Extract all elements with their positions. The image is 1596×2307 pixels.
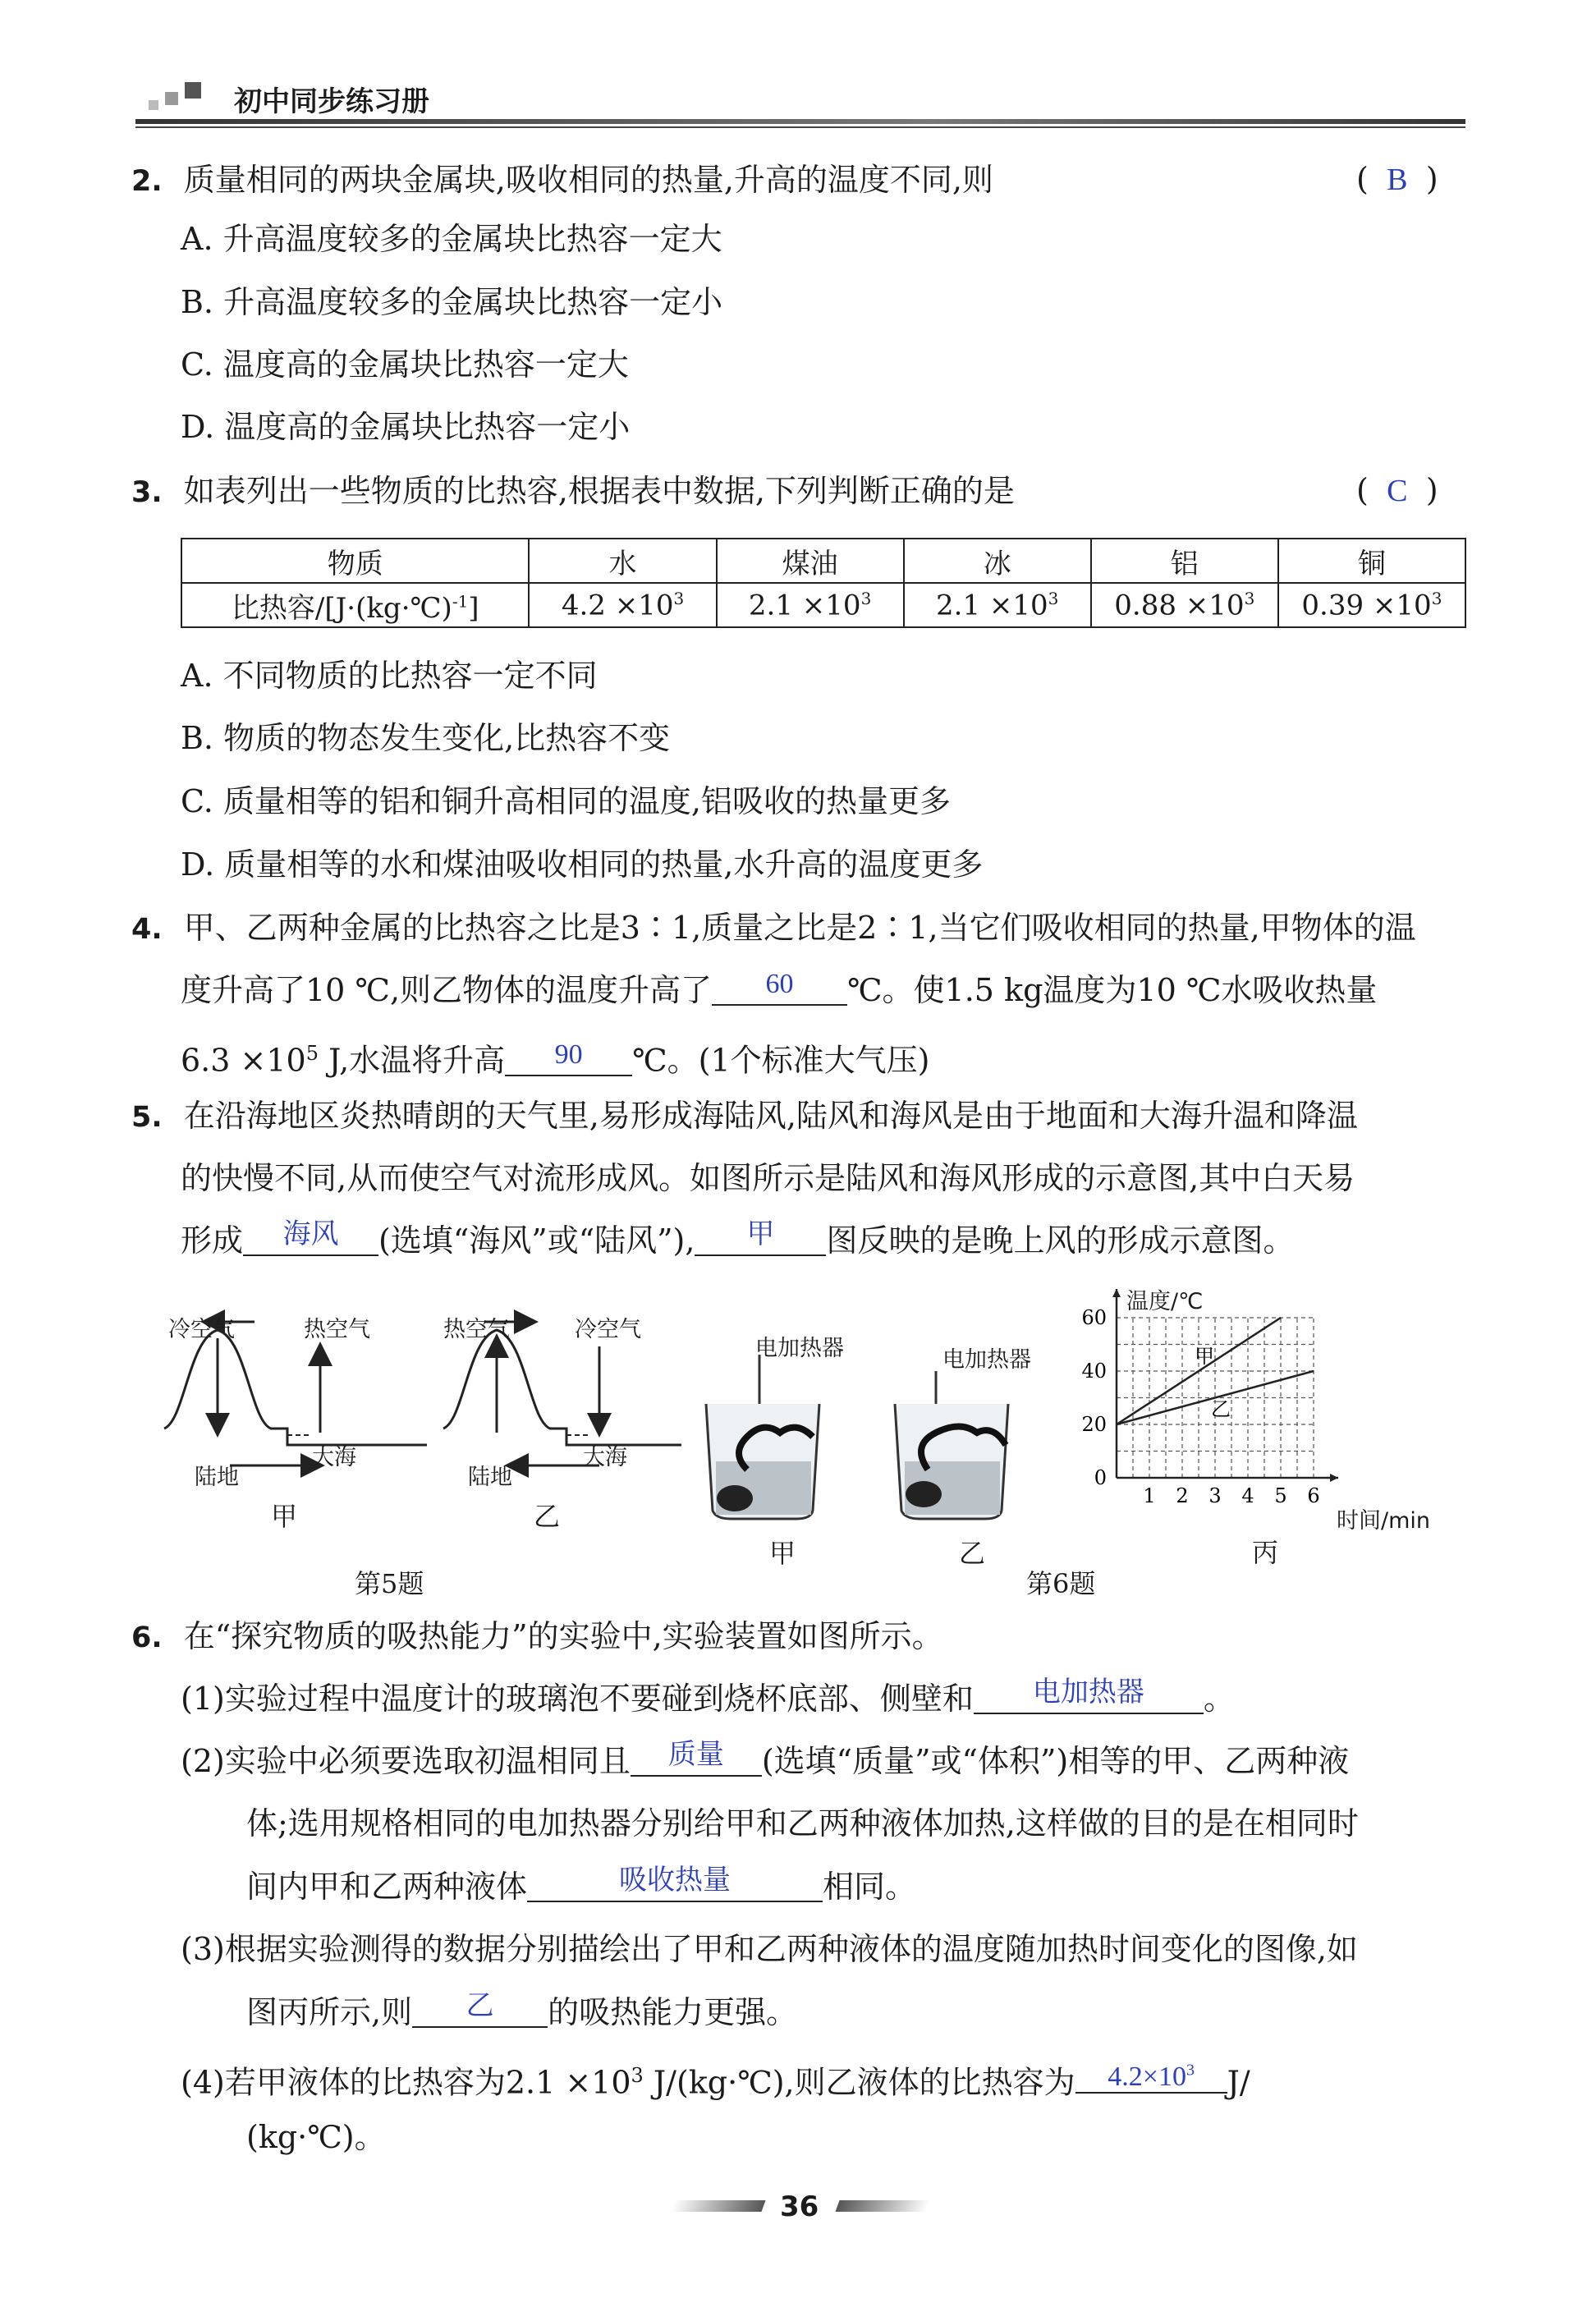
question-text: 图丙所示,则: [246, 1994, 413, 2030]
answer-blank: [505, 1039, 632, 1076]
header-title: 初中同步练习册: [234, 85, 429, 118]
table-cell: 铝: [1091, 539, 1278, 583]
chart-ylabel: 温度/℃: [1126, 1289, 1204, 1314]
option-d: D. 温度高的金属块比热容一定小: [181, 409, 631, 445]
x-tick-label: 4: [1241, 1484, 1254, 1507]
question-number: 2.: [131, 165, 163, 198]
answer-blank: [527, 1865, 823, 1902]
y-tick-label: 40: [1081, 1360, 1107, 1383]
temperature-chart: [1067, 1289, 1346, 1527]
option-a: A. 不同物质的比热容一定不同: [181, 658, 598, 694]
question-text: 6.3 ×10: [181, 1042, 306, 1079]
question-text: J/: [1227, 2064, 1250, 2101]
answer-blank: [1075, 2059, 1227, 2094]
answer-parens: ( C ): [1356, 472, 1438, 508]
figure-caption: 第5题: [355, 1568, 424, 1599]
question-text: 。: [1203, 1681, 1235, 1717]
question-text: 体;选用规格相同的电加热器分别给甲和乙两种液体加热,这样做的目的是在相同时: [246, 1805, 1359, 1841]
table-cell: $0.39 \times 10^3$: [1278, 583, 1465, 627]
question-stem: 在“探究物质的吸热能力”的实验中,实验装置如图所示。: [183, 1618, 943, 1654]
x-tick-label: 2: [1176, 1484, 1189, 1507]
answer-text: 60: [765, 969, 794, 999]
answer-text: 电加热器: [1032, 1677, 1144, 1708]
x-tick-label: 6: [1307, 1484, 1320, 1507]
y-tick-label: 60: [1081, 1306, 1107, 1329]
option-d: D. 质量相等的水和煤油吸收相同的热量,水升高的温度更多: [181, 846, 984, 883]
answer-text: 吸收热量: [619, 1865, 732, 1896]
beaker-b: [895, 1371, 1008, 1519]
question-text: (4)若甲液体的比热容为2.1 ×10: [181, 2064, 631, 2101]
question-number: 5.: [131, 1101, 163, 1134]
header-rule: [135, 119, 1465, 124]
answer-choice: B: [1387, 163, 1408, 197]
option-b: B. 升高温度较多的金属块比热容一定小: [181, 284, 723, 320]
table-cell: $0.88 \times 10^3$: [1091, 583, 1278, 627]
option-c: C. 温度高的金属块比热容一定大: [181, 346, 629, 383]
caption-b: 乙: [534, 1501, 561, 1532]
answer-text: 质量: [667, 1740, 724, 1770]
question-text: (1)实验过程中温度计的玻璃泡不要碰到烧杯底部、侧壁和: [181, 1681, 974, 1717]
table-cell: $4.2 \times 10^3$: [529, 583, 716, 627]
label-heater-b: 电加热器: [942, 1347, 1031, 1373]
specific-heat-table: [181, 538, 1466, 628]
answer-text: 甲: [746, 1219, 775, 1250]
answer-text: 乙: [466, 1991, 494, 2021]
question-number: 3.: [131, 476, 163, 509]
question-text: ℃。(1个标准大气压): [632, 1042, 930, 1079]
question-text: (kg·℃)。: [246, 2119, 386, 2155]
answer-parens: ( B ): [1356, 161, 1438, 197]
table-cell: 铜: [1278, 539, 1465, 583]
x-tick-label: 3: [1208, 1484, 1222, 1507]
footer-decor-right: [835, 2200, 929, 2212]
question-text: 的吸热能力更强。: [548, 1994, 798, 2030]
question-stem: 如表列出一些物质的比热容,根据表中数据,下列判断正确的是: [183, 473, 1015, 509]
table-cell: 物质: [181, 539, 529, 583]
question-text: (选填“海风”或“陆风”),: [378, 1222, 695, 1259]
diagram-b: [443, 1322, 681, 1465]
label-hot-air: 热空气: [304, 1317, 370, 1342]
answer-blank: [243, 1219, 378, 1256]
table-cell: 冰: [904, 539, 1091, 583]
answer-blank: [712, 971, 847, 1006]
question-text: 相同。: [823, 1869, 917, 1905]
question-text: ℃。使1.5 kg温度为10 ℃水吸收热量: [847, 972, 1378, 1008]
option-a: A. 升高温度较多的金属块比热容一定大: [181, 221, 722, 257]
table-row: [181, 583, 1465, 627]
label-land: 陆地: [468, 1465, 512, 1490]
question-text: (3)根据实验测得的数据分别描绘出了甲和乙两种液体的温度随加热时间变化的图像,如: [181, 1931, 1358, 1967]
series-label: 乙: [1211, 1397, 1231, 1421]
label-sea: 大海: [583, 1445, 627, 1470]
beaker-a: [706, 1355, 819, 1519]
question-text: (选填“质量”或“体积”)相等的甲、乙两种液: [761, 1743, 1350, 1779]
chart-xlabel: 时间/min: [1337, 1508, 1431, 1534]
y-tick-label: 20: [1081, 1413, 1107, 1436]
answer-blank: [974, 1677, 1204, 1714]
caption-a: 甲: [769, 1538, 796, 1569]
label-sea: 大海: [312, 1445, 356, 1470]
footer-decor-left: [671, 2200, 765, 2212]
label-heater-a: 电加热器: [755, 1336, 844, 1361]
answer-text: 海风: [282, 1219, 339, 1250]
question-text: 形成: [181, 1222, 244, 1259]
question-text: 图反映的是晚上风的形成示意图。: [826, 1222, 1295, 1259]
answer-blank: [412, 1993, 548, 2028]
table-cell: 煤油: [717, 539, 904, 583]
table-header-row: [181, 539, 1465, 583]
series-label: 甲: [1195, 1345, 1214, 1368]
x-tick-label: 5: [1274, 1484, 1287, 1507]
question-stem: 质量相同的两块金属块,吸收相同的热量,升高的温度不同,则: [183, 162, 993, 198]
y-axis-arrow: [1112, 1289, 1121, 1297]
diagram-a: [164, 1322, 427, 1465]
label-cold-air: 冷空气: [575, 1317, 641, 1342]
y-tick-label: 0: [1094, 1466, 1107, 1489]
caption-c: 丙: [1252, 1537, 1279, 1568]
figure-caption: 第6题: [1026, 1568, 1096, 1599]
x-tick-label: 1: [1143, 1484, 1156, 1507]
question-text: J,水温将升高: [319, 1042, 506, 1079]
caption-b: 乙: [959, 1538, 986, 1569]
label-cold-air: 冷空气: [168, 1317, 235, 1342]
question-text: 在沿海地区炎热晴朗的天气里,易形成海陆风,陆风和海风是由于地面和大海升温和降温: [183, 1098, 1358, 1134]
question-text: (2)实验中必须要选取初温相同且: [181, 1743, 631, 1779]
beaker-apparatus: [698, 1355, 1075, 1535]
question-number: 4.: [131, 913, 163, 946]
question-text: 甲、乙两种金属的比热容之比是3∶1,质量之比是2∶1,当它们吸收相同的热量,甲物体的温: [183, 910, 1416, 946]
answer-blank: [631, 1742, 762, 1777]
question-text: 的快慢不同,从而使空气对流形成风。如图所示是陆风和海风形成的示意图,其中白天易: [181, 1160, 1355, 1196]
question-number: 6.: [131, 1621, 163, 1654]
header-decor: [135, 82, 209, 115]
question-text: J/(kg·℃),则乙液体的比热容为: [643, 2064, 1075, 2101]
answer-blank: [695, 1219, 826, 1256]
caption-a: 甲: [271, 1501, 298, 1532]
table-cell: $2.1 \times 10^3$: [717, 583, 904, 627]
table-cell: 水: [529, 539, 716, 583]
label-hot-air: 热空气: [443, 1317, 510, 1342]
answer-choice: C: [1387, 474, 1408, 508]
option-b: B. 物质的物态发生变化,比热容不变: [181, 720, 671, 756]
table-cell: $2.1 \times 10^3$: [904, 583, 1091, 627]
x-axis-arrow: [1330, 1474, 1338, 1482]
question-text: 度升高了10 ℃,则乙物体的温度升高了: [181, 972, 713, 1008]
answer-text: 90: [554, 1039, 583, 1070]
question-text: 间内甲和乙两种液体: [246, 1869, 528, 1905]
page-number: 36: [780, 2190, 819, 2223]
label-land: 陆地: [195, 1465, 239, 1490]
table-cell: 比热容/[J·(kg·℃)$^{-1}$]: [181, 583, 529, 627]
option-c: C. 质量相等的铝和铜升高相同的温度,铝吸收的热量更多: [181, 783, 951, 819]
answer-text: $4.2\times 10^3$: [1108, 2061, 1195, 2092]
